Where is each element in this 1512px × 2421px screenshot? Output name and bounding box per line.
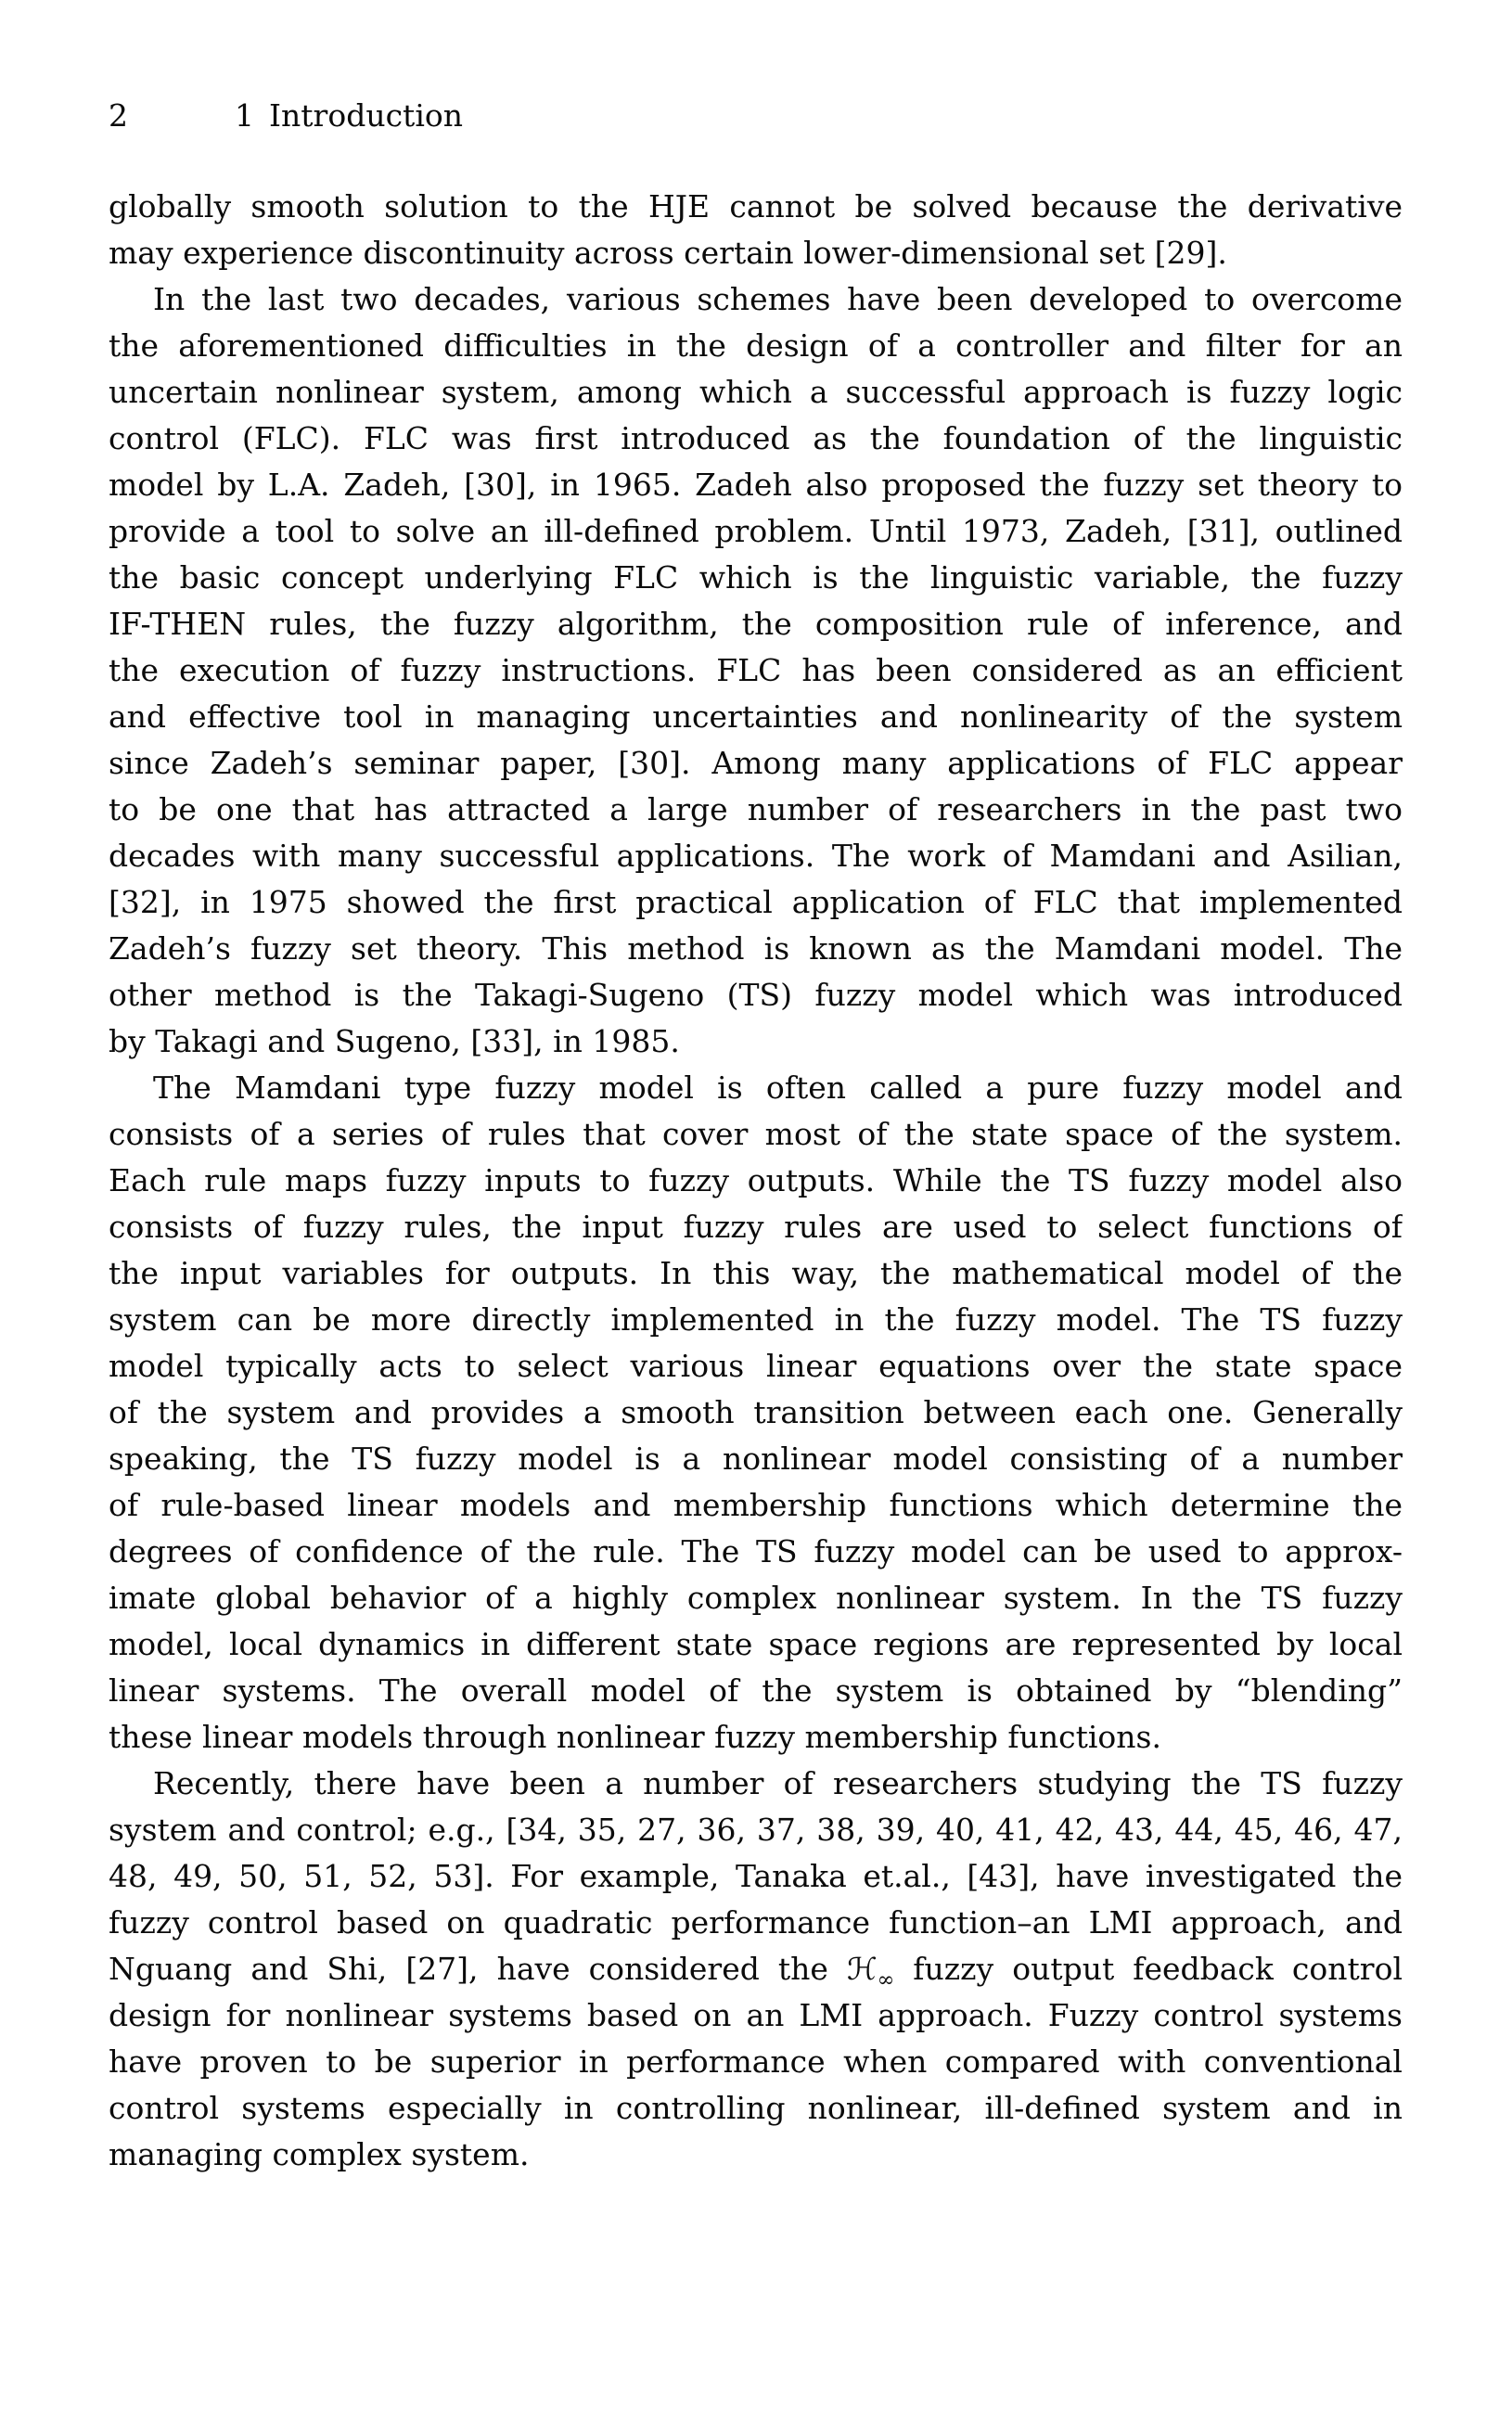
text-line: the aforementioned difficulties in the design of a controller and filter for an xyxy=(109,327,1403,364)
text-line: by Takagi and Sugeno, [33], in 1985. xyxy=(109,1023,680,1059)
page-header xyxy=(109,93,463,139)
text-line: linear systems. The overall model of the system is obtained by “blending” xyxy=(109,1672,1403,1709)
text-line: model, local dynamics in different state space regions are represented by local xyxy=(109,1626,1403,1662)
text-line: managing complex system. xyxy=(109,2136,530,2172)
text-line: control systems especially in controlling nonlinear, ill-defined system and in xyxy=(109,2090,1403,2126)
text-line: model typically acts to select various linear equations over the state space xyxy=(109,1348,1403,1384)
math-h-infinity: ℋ xyxy=(846,1951,878,1987)
text-line: imate global behavior of a highly complex nonlinear system. In the TS fuzzy xyxy=(109,1580,1403,1616)
text-line: model by L.A. Zadeh, [30], in 1965. Zadeh also proposed the fuzzy set theory to xyxy=(109,467,1403,503)
text-line: have proven to be superior in performance when compared with conventional xyxy=(109,2043,1403,2080)
text-line: uncertain nonlinear system, among which a successful approach is fuzzy logic xyxy=(109,374,1403,410)
text-line: IF-THEN rules, the fuzzy algorithm, the composition rule of inference, and xyxy=(109,606,1403,642)
math-infinity-subscript: ∞ xyxy=(877,1967,895,1992)
paragraph xyxy=(109,276,1403,1065)
text-line: [32], in 1975 showed the first practical application of FLC that implemented xyxy=(109,884,1403,920)
text-line: provide a tool to solve an ill-defined problem. Until 1973, Zadeh, [31], outlined xyxy=(109,513,1403,549)
body-text xyxy=(109,184,1403,2178)
text-line: the input variables for outputs. In this way, the mathematical model of the xyxy=(109,1255,1403,1291)
text-line: system and control; e.g., [34, 35, 27, 36, 37, 38, 39, 40, 41, 42, 43, 44, 45, 46, 47, xyxy=(109,1812,1403,1848)
text-line: other method is the Takagi-Sugeno (TS) fuzzy model which was introduced xyxy=(109,977,1403,1013)
section-number: 1 xyxy=(235,97,254,134)
paragraph xyxy=(109,1761,1403,2178)
text-line: Nguang and Shi, [27], have considered the ℋ$_\infty$ fuzzy output feedback control xyxy=(109,1951,1403,1992)
text-line: system can be more directly implemented in the fuzzy model. The TS fuzzy xyxy=(109,1301,1403,1338)
section-title: Introduction xyxy=(269,97,463,134)
text-line: and effective tool in managing uncertainties and nonlinearity of the system xyxy=(109,698,1403,735)
text-line: consists of fuzzy rules, the input fuzzy rules are used to select functions of xyxy=(109,1209,1403,1245)
text-line: since Zadeh’s seminar paper, [30]. Among many applications of FLC appear xyxy=(109,745,1403,781)
page-number: 2 xyxy=(109,97,128,134)
text-line: Recently, there have been a number of researchers studying the TS fuzzy xyxy=(153,1765,1403,1801)
text-line: the basic concept underlying FLC which is the linguistic variable, the fuzzy xyxy=(109,559,1403,596)
text-line: fuzzy control based on quadratic performance function–an LMI approach, and xyxy=(109,1904,1403,1941)
text-line: degrees of confidence of the rule. The TS fuzzy model can be used to approx- xyxy=(109,1533,1403,1569)
text-line: In the last two decades, various schemes have been developed to overcome xyxy=(153,281,1403,317)
text-line: The Mamdani type fuzzy model is often called a pure fuzzy model and xyxy=(153,1070,1403,1106)
text-line: these linear models through nonlinear fuzzy membership functions. xyxy=(109,1719,1161,1755)
text-line: speaking, the TS fuzzy model is a nonlinear model consisting of a number xyxy=(109,1441,1403,1477)
text-line: Each rule maps fuzzy inputs to fuzzy outputs. While the TS fuzzy model also xyxy=(109,1162,1403,1198)
text-line: of rule-based linear models and membership functions which determine the xyxy=(109,1487,1403,1523)
text-line: of the system and provides a smooth transition between each one. Generally xyxy=(109,1394,1403,1430)
text-line: 48, 49, 50, 51, 52, 53]. For example, Tanaka et.al., [43], have investigated the xyxy=(109,1858,1403,1894)
text-line: globally smooth solution to the HJE cannot be solved because the derivative xyxy=(109,188,1403,224)
text-line: decades with many successful applications. The work of Mamdani and Asilian, xyxy=(109,838,1403,874)
text-line: to be one that has attracted a large number of researchers in the past two xyxy=(109,791,1403,827)
text-line: design for nonlinear systems based on an LMI approach. Fuzzy control systems xyxy=(109,1997,1403,2033)
text-line: consists of a series of rules that cover most of the state space of the system. xyxy=(109,1116,1403,1152)
text-line: Zadeh’s fuzzy set theory. This method is known as the Mamdani model. The xyxy=(109,930,1403,967)
text-line: may experience discontinuity across certain lower-dimensional set [29]. xyxy=(109,235,1227,271)
text-line: control (FLC). FLC was first introduced as the foundation of the linguistic xyxy=(109,420,1403,456)
paragraph xyxy=(109,1065,1403,1761)
paragraph xyxy=(109,184,1403,276)
text-line: the execution of fuzzy instructions. FLC has been considered as an efficient xyxy=(109,652,1403,688)
